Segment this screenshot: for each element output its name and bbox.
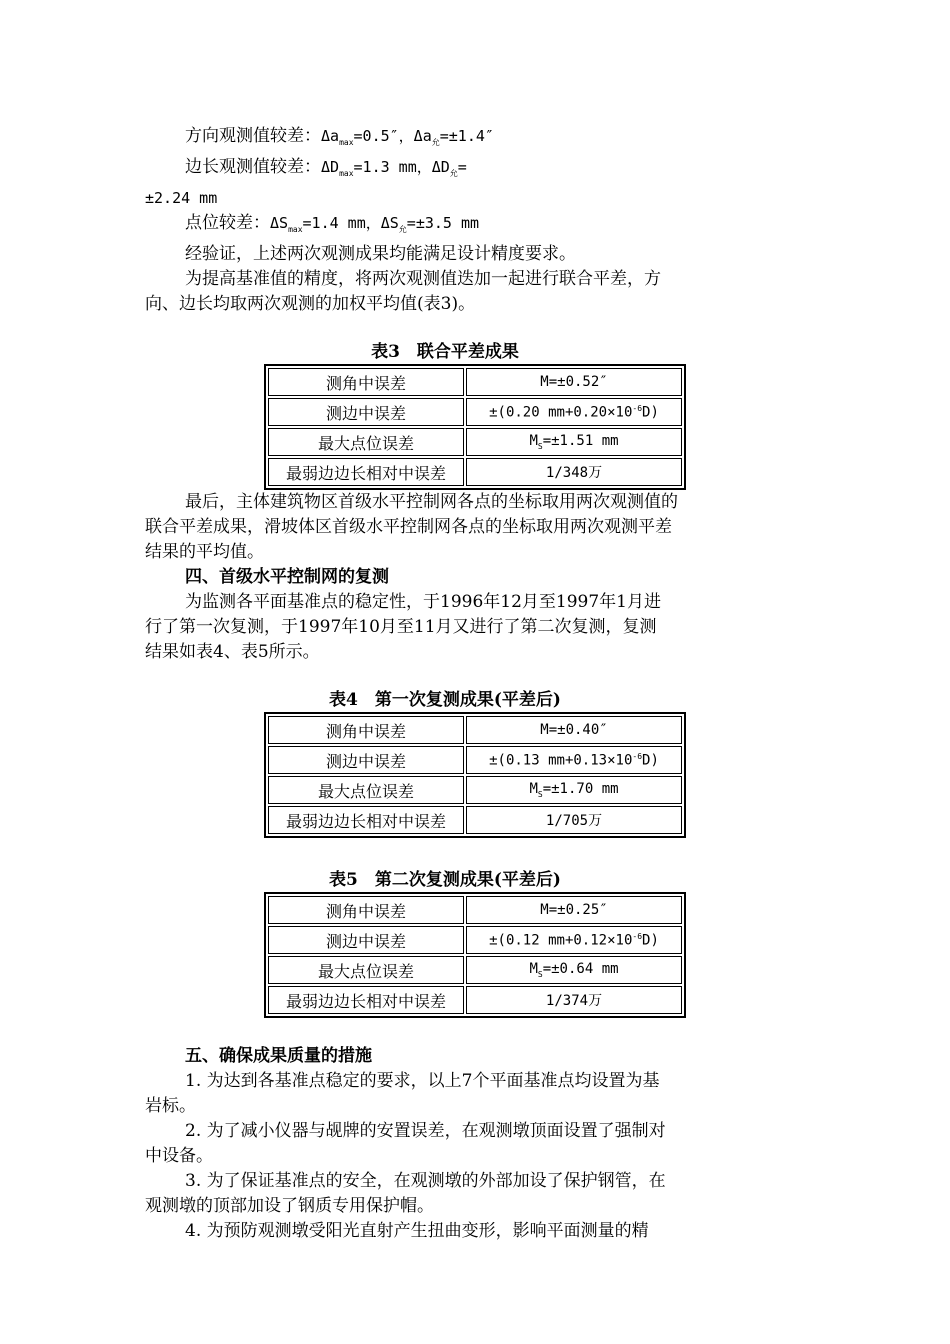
final-paragraph-line2: 联合平差成果，滑坡体区首级水平控制网各点的坐标取用两次观测平差 bbox=[145, 517, 672, 537]
point-diff-label: 点位较差： bbox=[185, 213, 270, 233]
table4 bbox=[264, 712, 686, 838]
value-sub: S bbox=[537, 789, 543, 799]
section4-line2: 行了第一次复测，于1997年10月至11月又进行了第二次复测，复测 bbox=[145, 617, 657, 637]
table-cell-label: 最弱边边长相对中误差 bbox=[268, 806, 464, 834]
table4-caption: 表4 第一次复测成果(平差后) bbox=[329, 690, 561, 710]
direction-diff-symbol: Δa bbox=[321, 127, 340, 145]
side-diff-value bbox=[321, 158, 467, 176]
side-diff-line bbox=[145, 155, 745, 186]
side-diff-sub2: 允 bbox=[449, 169, 458, 178]
value-part: =±1.51 mm bbox=[542, 433, 619, 450]
point-diff-line bbox=[145, 211, 745, 242]
table-cell-label: 最大点位误差 bbox=[268, 428, 464, 456]
section4-line3: 结果如表4、表5所示。 bbox=[145, 642, 320, 662]
table-cell-label: 测边中误差 bbox=[268, 746, 464, 774]
table-row bbox=[268, 986, 682, 1014]
table-cell-value bbox=[466, 776, 682, 804]
table-row bbox=[268, 776, 682, 804]
table-cell-label: 最大点位误差 bbox=[268, 776, 464, 804]
value-sup: -6 bbox=[632, 751, 643, 761]
table-row bbox=[268, 398, 682, 426]
table-cell-label: 测角中误差 bbox=[268, 716, 464, 744]
measure-4-line1: 4. 为预防观测墩受阳光直射产生扭曲变形，影响平面测量的精 bbox=[185, 1221, 649, 1241]
table-cell-value: M=±0.25″ bbox=[466, 896, 682, 924]
value-part: D) bbox=[642, 752, 659, 769]
table-row bbox=[268, 896, 682, 924]
table-cell-value bbox=[466, 398, 682, 426]
value-sup: -6 bbox=[632, 403, 643, 413]
value-sub: S bbox=[537, 969, 543, 979]
direction-diff-value bbox=[321, 127, 494, 145]
point-diff-rest2: =±3.5 mm bbox=[406, 214, 480, 232]
value-sup: -6 bbox=[632, 931, 643, 941]
table-row bbox=[268, 368, 682, 396]
direction-diff-line bbox=[145, 124, 745, 155]
table-cell-value: M=±0.40″ bbox=[466, 716, 682, 744]
value-part: M bbox=[529, 961, 538, 978]
table-cell-label: 最大点位误差 bbox=[268, 956, 464, 984]
value-part: M bbox=[529, 433, 538, 450]
table-row bbox=[268, 926, 682, 954]
side-diff-rest: =1.3 mm，ΔD bbox=[353, 158, 450, 176]
measure-3-line2: 观测墩的顶部加设了钢质专用保护帽。 bbox=[145, 1196, 434, 1216]
table-row bbox=[268, 806, 682, 834]
side-diff-sub: max bbox=[339, 169, 354, 178]
table-cell-label: 测边中误差 bbox=[268, 926, 464, 954]
table-row bbox=[268, 956, 682, 984]
table-cell-value: 1/348万 bbox=[466, 458, 682, 486]
section4-line1: 为监测各平面基准点的稳定性，于1996年12月至1997年1月进 bbox=[185, 592, 661, 612]
side-diff-label: 边长观测值较差： bbox=[185, 157, 321, 177]
table3 bbox=[264, 364, 686, 490]
table-cell-label: 最弱边边长相对中误差 bbox=[268, 458, 464, 486]
table-row bbox=[268, 428, 682, 456]
value-part: D) bbox=[642, 932, 659, 949]
value-part: =±0.64 mm bbox=[542, 961, 619, 978]
value-part: ±(0.20 mm+0.20×10 bbox=[489, 404, 633, 421]
table5-caption: 表5 第二次复测成果(平差后) bbox=[329, 870, 561, 890]
table-cell-value: 1/705万 bbox=[466, 806, 682, 834]
table-row bbox=[268, 746, 682, 774]
final-paragraph-line1: 最后，主体建筑物区首级水平控制网各点的坐标取用两次观测值的 bbox=[185, 492, 678, 512]
table3-caption: 表3 联合平差成果 bbox=[371, 342, 519, 362]
table-cell-value bbox=[466, 428, 682, 456]
point-diff-rest: =1.4 mm，ΔS bbox=[302, 214, 399, 232]
table-cell-label: 测边中误差 bbox=[268, 398, 464, 426]
direction-diff-sub: max bbox=[339, 138, 354, 147]
table-cell-value bbox=[466, 926, 682, 954]
measure-2-line1: 2. 为了减小仪器与觇牌的安置误差，在观测墩顶面设置了强制对 bbox=[185, 1121, 666, 1141]
point-diff-sub2: 允 bbox=[398, 225, 407, 234]
table5 bbox=[264, 892, 686, 1018]
section5-heading: 五、确保成果质量的措施 bbox=[185, 1046, 372, 1066]
point-diff-value bbox=[270, 214, 479, 232]
final-paragraph-line3: 结果的平均值。 bbox=[145, 542, 264, 562]
value-part: ±(0.12 mm+0.12×10 bbox=[489, 932, 633, 949]
table-cell-value: M=±0.52″ bbox=[466, 368, 682, 396]
measure-1-line2: 岩标。 bbox=[145, 1096, 196, 1116]
table-cell-value bbox=[466, 746, 682, 774]
table-row bbox=[268, 716, 682, 744]
table-cell-value bbox=[466, 956, 682, 984]
point-diff-sub: max bbox=[288, 225, 303, 234]
measure-3-line1: 3. 为了保证基准点的安全，在观测墩的外部加设了保护钢管，在 bbox=[185, 1171, 666, 1191]
direction-diff-label: 方向观测值较差： bbox=[185, 126, 321, 146]
table-cell-value: 1/374万 bbox=[466, 986, 682, 1014]
adjustment-paragraph-line2: 向、边长均取两次观测的加权平均值(表3)。 bbox=[145, 294, 476, 314]
value-part: D) bbox=[642, 404, 659, 421]
direction-diff-rest: =0.5″，Δa bbox=[353, 127, 432, 145]
section4-heading: 四、首级水平控制网的复测 bbox=[185, 567, 389, 587]
verification-paragraph: 经验证，上述两次观测成果均能满足设计精度要求。 bbox=[185, 244, 576, 264]
side-diff-symbol: ΔD bbox=[321, 158, 340, 176]
document-page bbox=[145, 124, 745, 1244]
table-cell-label: 测角中误差 bbox=[268, 896, 464, 924]
value-part: M bbox=[529, 781, 538, 798]
adjustment-paragraph-line1: 为提高基准值的精度，将两次观测值迭加一起进行联合平差，方 bbox=[185, 269, 661, 289]
point-diff-symbol: ΔS bbox=[270, 214, 289, 232]
table-row bbox=[268, 458, 682, 486]
direction-diff-sub2: 允 bbox=[431, 138, 440, 147]
value-part: =±1.70 mm bbox=[542, 781, 619, 798]
value-part: ±(0.13 mm+0.13×10 bbox=[489, 752, 633, 769]
measure-1-line1: 1. 为达到各基准点稳定的要求，以上7个平面基准点均设置为基 bbox=[185, 1071, 660, 1091]
table-cell-label: 测角中误差 bbox=[268, 368, 464, 396]
direction-diff-rest2: =±1.4″ bbox=[439, 127, 494, 145]
measure-2-line2: 中设备。 bbox=[145, 1146, 213, 1166]
table-cell-label: 最弱边边长相对中误差 bbox=[268, 986, 464, 1014]
side-diff-continuation: ±2.24 mm bbox=[145, 189, 218, 207]
value-sub: S bbox=[537, 441, 543, 451]
side-diff-rest2: = bbox=[457, 158, 467, 176]
